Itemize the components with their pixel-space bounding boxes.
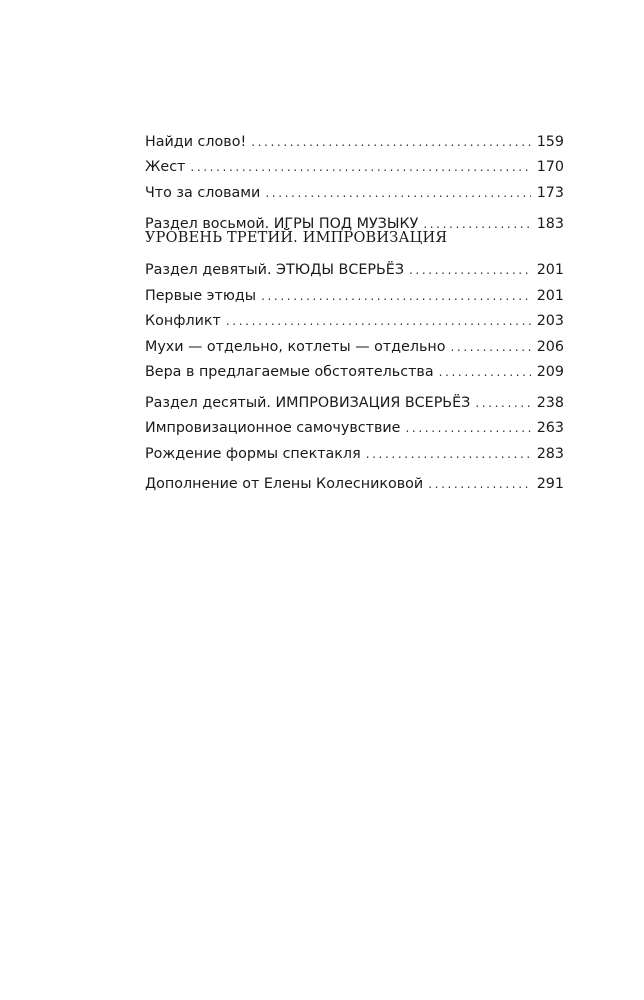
entry-page: 170	[536, 159, 564, 175]
dot-leader	[451, 337, 531, 357]
entry-page: 183	[536, 216, 564, 232]
entry-title: Первые этюды	[145, 288, 257, 304]
entry-page: 283	[536, 446, 564, 462]
dot-leader	[409, 260, 531, 280]
entry-page: 238	[536, 395, 564, 411]
toc-entry	[145, 474, 564, 494]
entry-page: 201	[536, 262, 564, 278]
dot-leader	[190, 157, 530, 177]
entry-page: 201	[536, 288, 564, 304]
dot-leader	[428, 474, 530, 494]
toc-entry	[145, 286, 564, 306]
toc-entry	[145, 393, 564, 413]
toc-entry	[145, 444, 564, 464]
entry-title: Рождение формы спектакля	[145, 446, 361, 462]
entry-title: Дополнение от Елены Колесниковой	[145, 476, 424, 492]
entry-page: 209	[536, 364, 564, 380]
entry-title: Раздел девятый. ЭТЮДЫ ВСЕРЬЁЗ	[145, 262, 404, 278]
entry-title: Жест	[145, 159, 186, 175]
toc-entry	[145, 311, 564, 331]
toc-entry	[145, 157, 564, 177]
entry-page: 263	[536, 420, 564, 436]
entry-page: 203	[536, 313, 564, 329]
toc-entry	[145, 337, 564, 357]
entry-title: Импровизационное самочувствие	[145, 420, 401, 436]
entry-page: 173	[536, 185, 564, 201]
toc-entry	[145, 362, 564, 382]
dot-leader	[475, 393, 530, 413]
level-heading: УРОВЕНЬ ТРЕТИЙ. ИМПРОВИЗАЦИЯ	[145, 230, 448, 246]
dot-leader	[251, 132, 531, 152]
dot-leader	[405, 418, 530, 438]
entry-title: Раздел восьмой. ИГРЫ ПОД МУЗЫКУ	[145, 216, 419, 232]
entry-title: Что за словами	[145, 185, 261, 201]
dot-leader	[261, 286, 531, 306]
toc-entry	[145, 132, 564, 152]
entry-title: Раздел десятый. ИМПРОВИЗАЦИЯ ВСЕРЬЁЗ	[145, 395, 471, 411]
toc-entry	[145, 183, 564, 203]
entry-page: 206	[536, 339, 564, 355]
dot-leader	[366, 444, 531, 464]
dot-leader	[265, 183, 530, 203]
dot-leader	[439, 362, 531, 382]
toc-entry	[145, 418, 564, 438]
entry-page: 159	[536, 134, 564, 150]
dot-leader	[226, 311, 531, 331]
toc-entry	[145, 260, 564, 280]
entry-title: Вера в предлагаемые обстоятельства	[145, 364, 434, 380]
entry-title: Найди слово!	[145, 134, 247, 150]
entry-title: Конфликт	[145, 313, 221, 329]
entry-title: Мухи — отдельно, котлеты — отдельно	[145, 339, 446, 355]
entry-page: 291	[536, 476, 564, 492]
